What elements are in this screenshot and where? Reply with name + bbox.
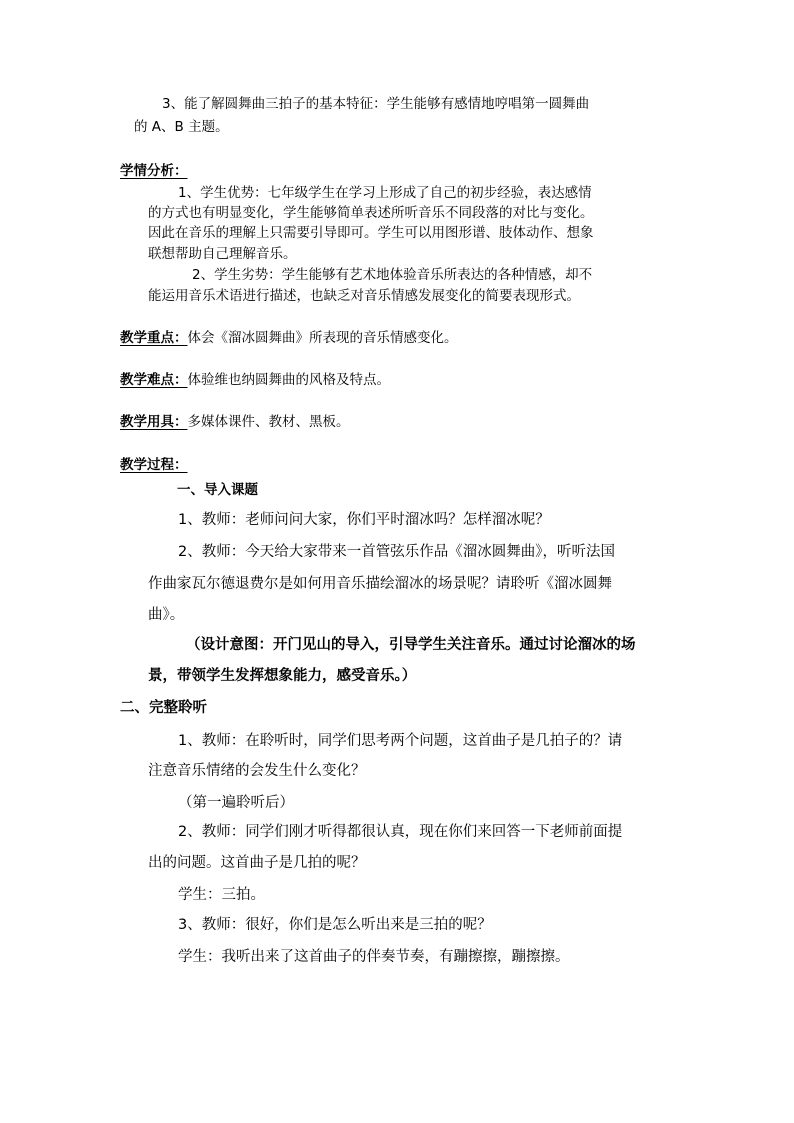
analysis-heading: 学情分析： bbox=[120, 163, 188, 179]
part2-q1-line1: 1、教师：在聆听时，同学们思考两个问题，这首曲子是几拍子的？请 bbox=[178, 733, 623, 749]
difficulty-point bbox=[120, 370, 390, 390]
part1-q2-line1: 2、教师：今天给大家带来一首管弦乐作品《溜冰圆舞曲》，听听法国 bbox=[178, 544, 615, 560]
analysis-adv-line4: 联想帮助自己理解音乐。 bbox=[148, 246, 297, 262]
part2-title: 二、完整聆听 bbox=[120, 700, 207, 716]
part2-q2-line1: 2、教师：同学们刚才听得都很认真，现在你们来回答一下老师前面提 bbox=[178, 824, 623, 840]
part2-q1-line2: 注意音乐情绪的会发生什么变化？ bbox=[148, 763, 366, 779]
key-heading: 教学重点： bbox=[120, 330, 188, 346]
key-text: 体会《溜冰圆舞曲》所表现的音乐情感变化。 bbox=[187, 330, 458, 346]
goal3-line2: 的 A、B 主题。 bbox=[134, 119, 229, 135]
part1-q2-line3: 曲》。 bbox=[148, 607, 185, 623]
analysis-dis-line1: 2、学生劣势：学生能够有艺术地体验音乐所表达的各种情感，却不 bbox=[192, 267, 593, 283]
analysis-dis-line2: 能运用音乐术语进行描述，也缺乏对音乐情感发展变化的简要表现形式。 bbox=[148, 288, 580, 304]
part2-answer2: 学生：三拍。 bbox=[178, 887, 265, 903]
goal3-line1: 3、能了解圆舞曲三拍子的基本特征：学生能够有感情地哼唱第一圆舞曲 bbox=[162, 96, 590, 112]
key-point bbox=[120, 328, 458, 348]
part2-q3: 3、教师：很好，你们是怎么听出来是三拍的呢？ bbox=[178, 917, 492, 933]
part1-title: 一、导入课题 bbox=[177, 482, 258, 498]
process-heading: 教学过程： bbox=[120, 457, 188, 473]
analysis-adv-line1: 1、学生优势：七年级学生在学习上形成了自己的初步经验，表达感情 bbox=[178, 185, 592, 201]
difficulty-heading: 教学难点： bbox=[120, 372, 188, 388]
design-intent-line2: 景，带领学生发挥想象能力，感受音乐。） bbox=[148, 668, 417, 684]
part1-q2-line2: 作曲家瓦尔德退费尔是如何用音乐描绘溜冰的场景呢？请聆听《溜冰圆舞 bbox=[148, 576, 612, 592]
tools bbox=[120, 412, 350, 432]
analysis-adv-line2: 的方式也有明显变化，学生能够简单表述所听音乐不同段落的对比与变化。 bbox=[148, 205, 594, 221]
part2-q2-line2: 出的问题。这首曲子是几拍的呢？ bbox=[148, 855, 366, 871]
tools-text: 多媒体课件、教材、黑板。 bbox=[187, 414, 350, 430]
part2-after-listening: （第一遍聆听后） bbox=[178, 795, 294, 811]
difficulty-text: 体验维也纳圆舞曲的风格及特点。 bbox=[187, 372, 390, 388]
analysis-adv-line3: 因此在音乐的理解上只需要引导即可。学生可以用图形谱、肢体动作、想象 bbox=[148, 225, 594, 241]
design-intent-line1: （设计意图：开门见山的导入，引导学生关注音乐。通过讨论溜冰的场 bbox=[186, 637, 636, 653]
part1-q1: 1、教师：老师问问大家，你们平时溜冰吗？怎样溜冰呢？ bbox=[178, 512, 550, 528]
part2-answer3: 学生：我听出来了这首曲子的伴奏节奏，有蹦擦擦，蹦擦擦。 bbox=[178, 949, 570, 965]
tools-heading: 教学用具： bbox=[120, 414, 188, 430]
